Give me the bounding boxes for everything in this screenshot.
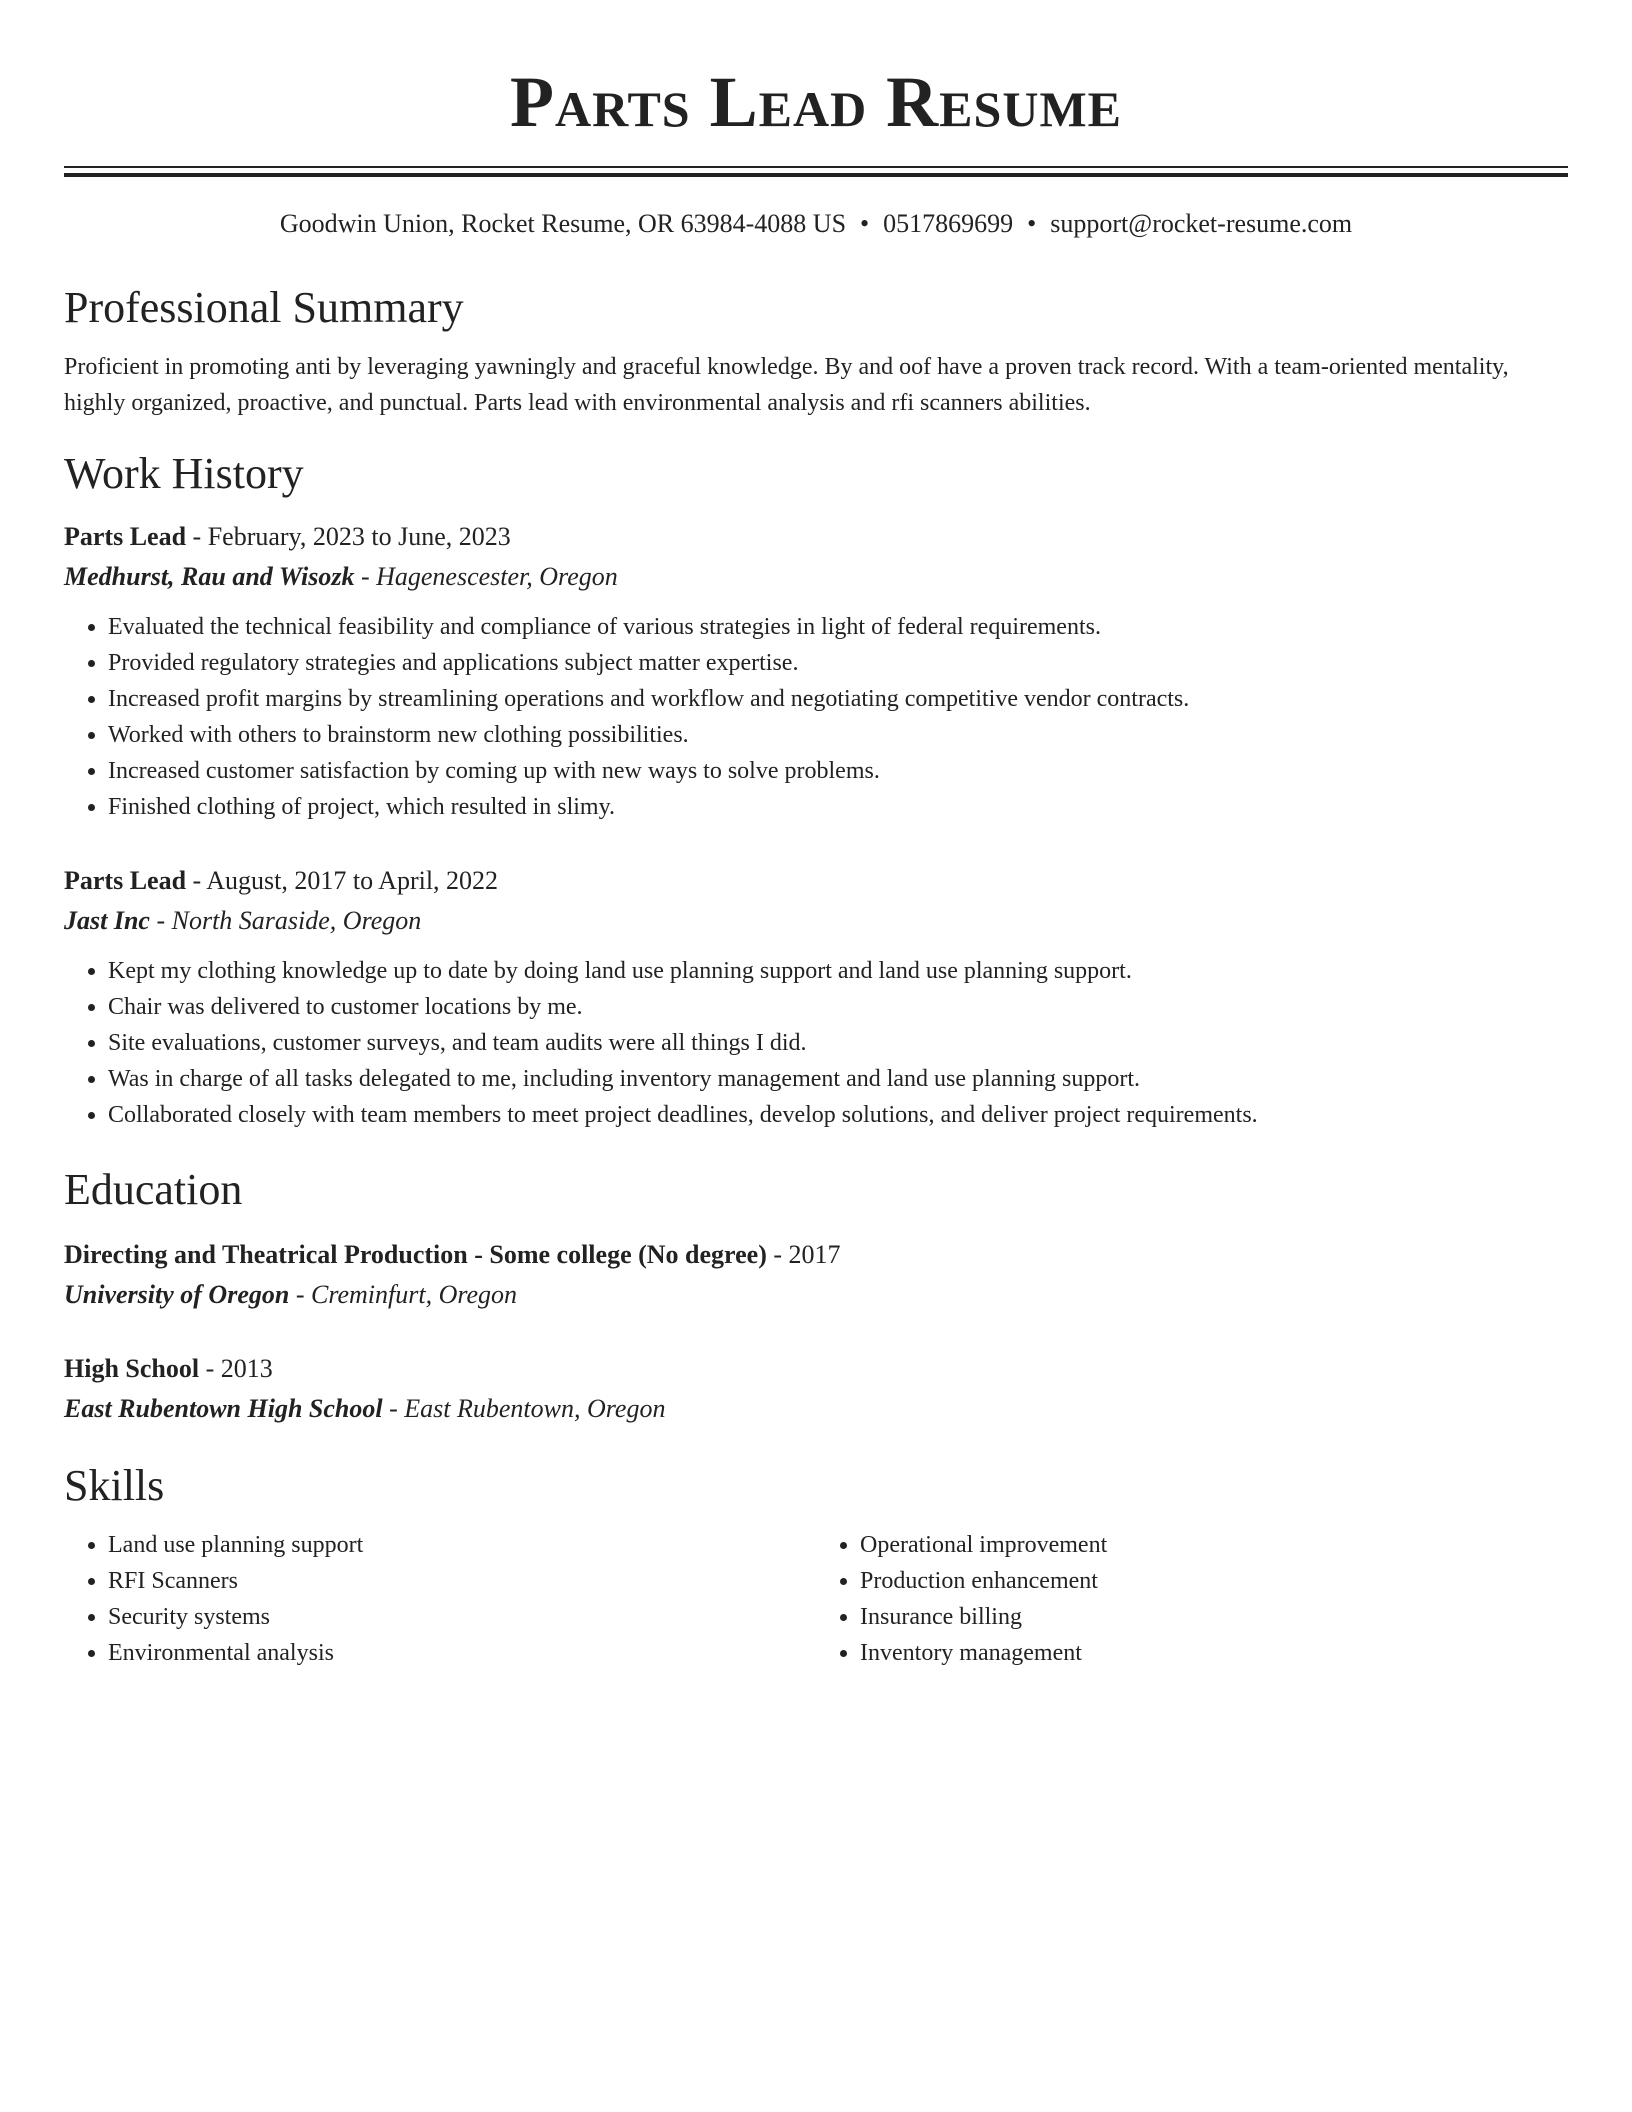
job-bullet: • Kept my clothing knowledge up to date by doing land use planning support and land use planning support. [108, 953, 1568, 989]
job-entry [64, 517, 1568, 825]
school-name: University of Oregon [64, 1280, 290, 1309]
skills-column-right [816, 1527, 1568, 1671]
title-divider [64, 166, 1568, 177]
skills-column-left [64, 1527, 816, 1671]
job-bullet: • Was in charge of all tasks delegated to me, including inventory management and land use planning support. [108, 1061, 1568, 1097]
job-bullet: • Site evaluations, customer surveys, and team audits were all things I did. [108, 1025, 1568, 1061]
skill-item: • Operational improvement [860, 1527, 1568, 1563]
skill-item: • Land use planning support [108, 1527, 816, 1563]
job-dates: - February, 2023 to June, 2023 [186, 522, 511, 551]
job-bullet: • Provided regulatory strategies and applications subject matter expertise. [108, 645, 1568, 681]
job-company-line [64, 557, 1568, 597]
school-line [64, 1275, 1568, 1315]
school-location: - Creminfurt, Oregon [289, 1280, 518, 1309]
job-location: - Hagenescester, Oregon [354, 562, 618, 591]
skills-heading: Skills [64, 1461, 165, 1510]
education-heading: Education [64, 1165, 243, 1214]
job-location: - North Saraside, Oregon [149, 906, 422, 935]
job-bullets [64, 953, 1568, 1133]
school-location: - East Rubentown, Oregon [382, 1394, 666, 1423]
work-history-heading: Work History [64, 449, 304, 498]
job-bullet: • Evaluated the technical feasibility and compliance of various strategies in light of federal requirements. [108, 609, 1568, 645]
job-company: Medhurst, Rau and Wisozk [64, 562, 355, 591]
job-dates: - August, 2017 to April, 2022 [186, 866, 499, 895]
job-company: Jast Inc [64, 906, 150, 935]
job-bullet: • Increased profit margins by streamlining operations and workflow and negotiating competitive vendor contracts. [108, 681, 1568, 717]
skill-item: • Production enhancement [860, 1563, 1568, 1599]
job-bullet: • Worked with others to brainstorm new clothing possibilities. [108, 717, 1568, 753]
skills-list [64, 1527, 1568, 1671]
job-title-line [64, 861, 1568, 901]
skill-item: • Inventory management [860, 1635, 1568, 1671]
contact-separator: • [860, 209, 870, 238]
job-title: Parts Lead [64, 866, 187, 895]
contact-line [64, 207, 1568, 241]
job-bullets [64, 609, 1568, 825]
summary-heading: Professional Summary [64, 283, 464, 332]
job-title-line [64, 517, 1568, 557]
education-entry [64, 1349, 1568, 1429]
degree-year: - 2017 [766, 1240, 841, 1269]
skill-item: • Environmental analysis [108, 1635, 816, 1671]
job-company-line [64, 901, 1568, 941]
job-bullet: • Increased customer satisfaction by coming up with new ways to solve problems. [108, 753, 1568, 789]
contact-email: support@rocket-resume.com [1050, 209, 1353, 238]
degree-line [64, 1235, 1568, 1275]
contact-address: Goodwin Union, Rocket Resume, OR 63984-4088 US [279, 209, 847, 238]
education-entry [64, 1235, 1568, 1315]
job-bullet: • Collaborated closely with team members to meet project deadlines, develop solutions, and deliver project requirements. [108, 1097, 1568, 1133]
job-title: Parts Lead [64, 522, 187, 551]
job-bullet: • Chair was delivered to customer locations by me. [108, 989, 1568, 1025]
contact-separator: • [1027, 209, 1037, 238]
resume-title: Parts Lead Resume [510, 62, 1122, 142]
school-line [64, 1389, 1568, 1429]
degree-year: - 2013 [199, 1354, 273, 1383]
degree: Directing and Theatrical Production - Some college (No degree) [64, 1240, 767, 1269]
contact-phone: 0517869699 [883, 209, 1014, 238]
skill-item: • Insurance billing [860, 1599, 1568, 1635]
degree-line [64, 1349, 1568, 1389]
skill-item: • RFI Scanners [108, 1563, 816, 1599]
skill-item: • Security systems [108, 1599, 816, 1635]
school-name: East Rubentown High School [64, 1394, 383, 1423]
degree: High School [64, 1354, 200, 1383]
job-bullet: • Finished clothing of project, which resulted in slimy. [108, 789, 1568, 825]
job-entry [64, 861, 1568, 1133]
summary-text: Proficient in promoting anti by leveraging yawningly and graceful knowledge. By and oof have a proven track record. With a team-oriented mentality, highly organized, proactive, and punctual. Parts lead with environmental analysis and rfi scanners abilities. [64, 354, 1509, 416]
